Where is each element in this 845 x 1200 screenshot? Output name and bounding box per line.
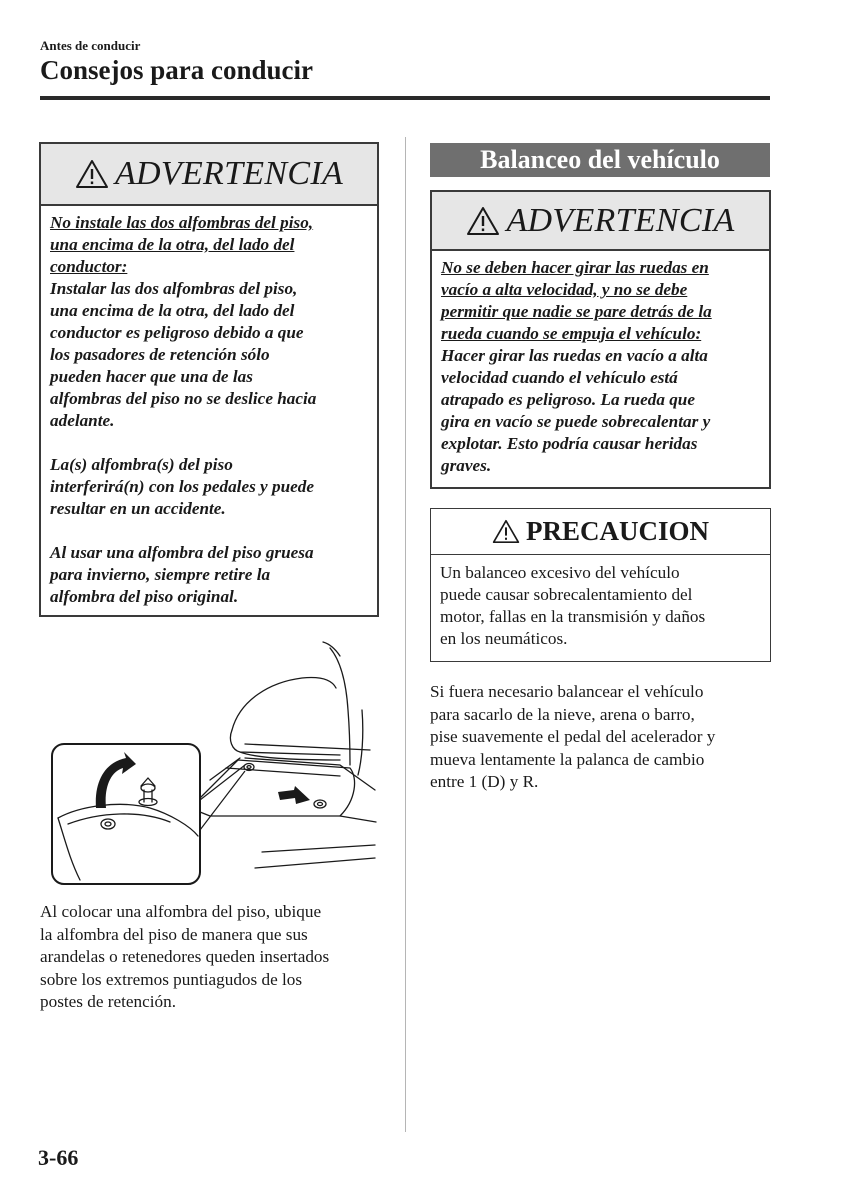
text-line: conductor: xyxy=(50,257,128,276)
left-warning-paragraph-3 xyxy=(50,542,369,608)
text-line: No instale las dos alfombras del piso, xyxy=(50,213,314,232)
text-line: vacío a alta velocidad, y no se debe xyxy=(441,280,688,299)
section-kicker: Antes de conducir xyxy=(40,38,141,53)
text-line: para invierno, siempre retire la xyxy=(50,565,271,584)
right-warning-box xyxy=(430,190,771,489)
text-line: una encima de la otra, del lado del xyxy=(50,301,295,320)
page-title: Consejos para conducir xyxy=(40,55,314,85)
left-warning-body xyxy=(41,206,377,618)
right-warning-paragraph xyxy=(441,345,761,477)
left-body-text xyxy=(40,901,385,1014)
text-line: permitir que nadie se pare detrás de la xyxy=(441,302,712,321)
left-warning-title xyxy=(50,212,369,278)
right-caution-header xyxy=(431,509,770,555)
text-line: resultar en un accidente. xyxy=(50,499,226,518)
page-number: 3-66 xyxy=(38,1145,79,1170)
text-line: atrapado es peligroso. La rueda que xyxy=(441,390,695,409)
section-heading: Balanceo del vehículo xyxy=(480,145,720,174)
text-line: sobre los extremos puntiagudos de los xyxy=(40,969,303,989)
text-line: los pasadores de retención sólo xyxy=(50,345,270,364)
text-line: puede causar sobrecalentamiento del xyxy=(440,585,693,604)
right-warning-body xyxy=(432,251,769,487)
right-caution-heading: PRECAUCION xyxy=(525,516,709,546)
text-line: No se deben hacer girar las ruedas en xyxy=(441,258,709,277)
left-warning-header xyxy=(41,144,377,206)
right-caution-body xyxy=(431,555,770,660)
text-line: motor, fallas en la transmisión y daños xyxy=(440,607,706,626)
text-line: La(s) alfombra(s) del piso xyxy=(50,455,233,474)
left-warning-paragraph-1 xyxy=(50,278,369,432)
text-line: gira en vacío se puede sobrecalentar y xyxy=(441,412,711,431)
text-line: en los neumáticos. xyxy=(440,629,568,648)
text-line: para sacarlo de la nieve, arena o barro, xyxy=(430,704,695,724)
text-line: graves. xyxy=(441,456,492,475)
title-rule xyxy=(40,96,770,100)
text-line: mueva lentamente la palanca de cambio xyxy=(430,749,705,769)
floor-mat-retention-post-illustration xyxy=(40,640,380,885)
warning-triangle-icon xyxy=(75,159,109,189)
text-line: pueden hacer que una de las xyxy=(50,367,253,386)
right-body-text xyxy=(430,681,775,794)
right-warning-header xyxy=(432,192,769,251)
warning-triangle-icon xyxy=(492,519,520,544)
text-line: velocidad cuando el vehículo está xyxy=(441,368,678,387)
text-line: la alfombra del piso de manera que sus xyxy=(40,924,308,944)
text-line: alfombras del piso no se deslice hacia xyxy=(50,389,317,408)
text-line: arandelas o retenedores queden insertados xyxy=(40,947,330,966)
text-line: Al usar una alfombra del piso gruesa xyxy=(50,543,314,562)
text-line: Si fuera necesario balancear el vehículo xyxy=(430,682,704,701)
text-line: interferirá(n) con los pedales y puede xyxy=(50,477,314,496)
right-warning-heading: ADVERTENCIA xyxy=(506,201,735,239)
text-line: entre 1 (D) y R. xyxy=(430,772,539,791)
text-line: rueda cuando se empuja el vehículo: xyxy=(441,324,702,343)
warning-triangle-icon xyxy=(466,206,500,236)
right-caution-box xyxy=(430,508,771,662)
left-warning-box xyxy=(39,142,379,617)
text-line: Al colocar una alfombra del piso, ubique xyxy=(40,902,322,921)
column-divider xyxy=(405,137,406,1132)
text-line: una encima de la otra, del lado del xyxy=(50,235,295,254)
left-warning-paragraph-2 xyxy=(50,454,369,520)
section-heading-bar xyxy=(430,143,770,177)
text-line: alfombra del piso original. xyxy=(50,587,239,606)
text-line: pise suavemente el pedal del acelerador y xyxy=(430,727,716,746)
text-line: adelante. xyxy=(50,411,115,430)
text-line: conductor es peligroso debido a que xyxy=(50,323,304,342)
text-line: explotar. Esto podría causar heridas xyxy=(441,434,698,453)
text-line: Hacer girar las ruedas en vacío a alta xyxy=(441,346,708,365)
left-warning-heading: ADVERTENCIA xyxy=(114,155,344,192)
right-warning-title xyxy=(441,257,761,345)
text-line: postes de retención. xyxy=(40,992,177,1011)
text-line: Un balanceo excesivo del vehículo xyxy=(440,563,680,582)
text-line: Instalar las dos alfombras del piso, xyxy=(50,279,298,298)
